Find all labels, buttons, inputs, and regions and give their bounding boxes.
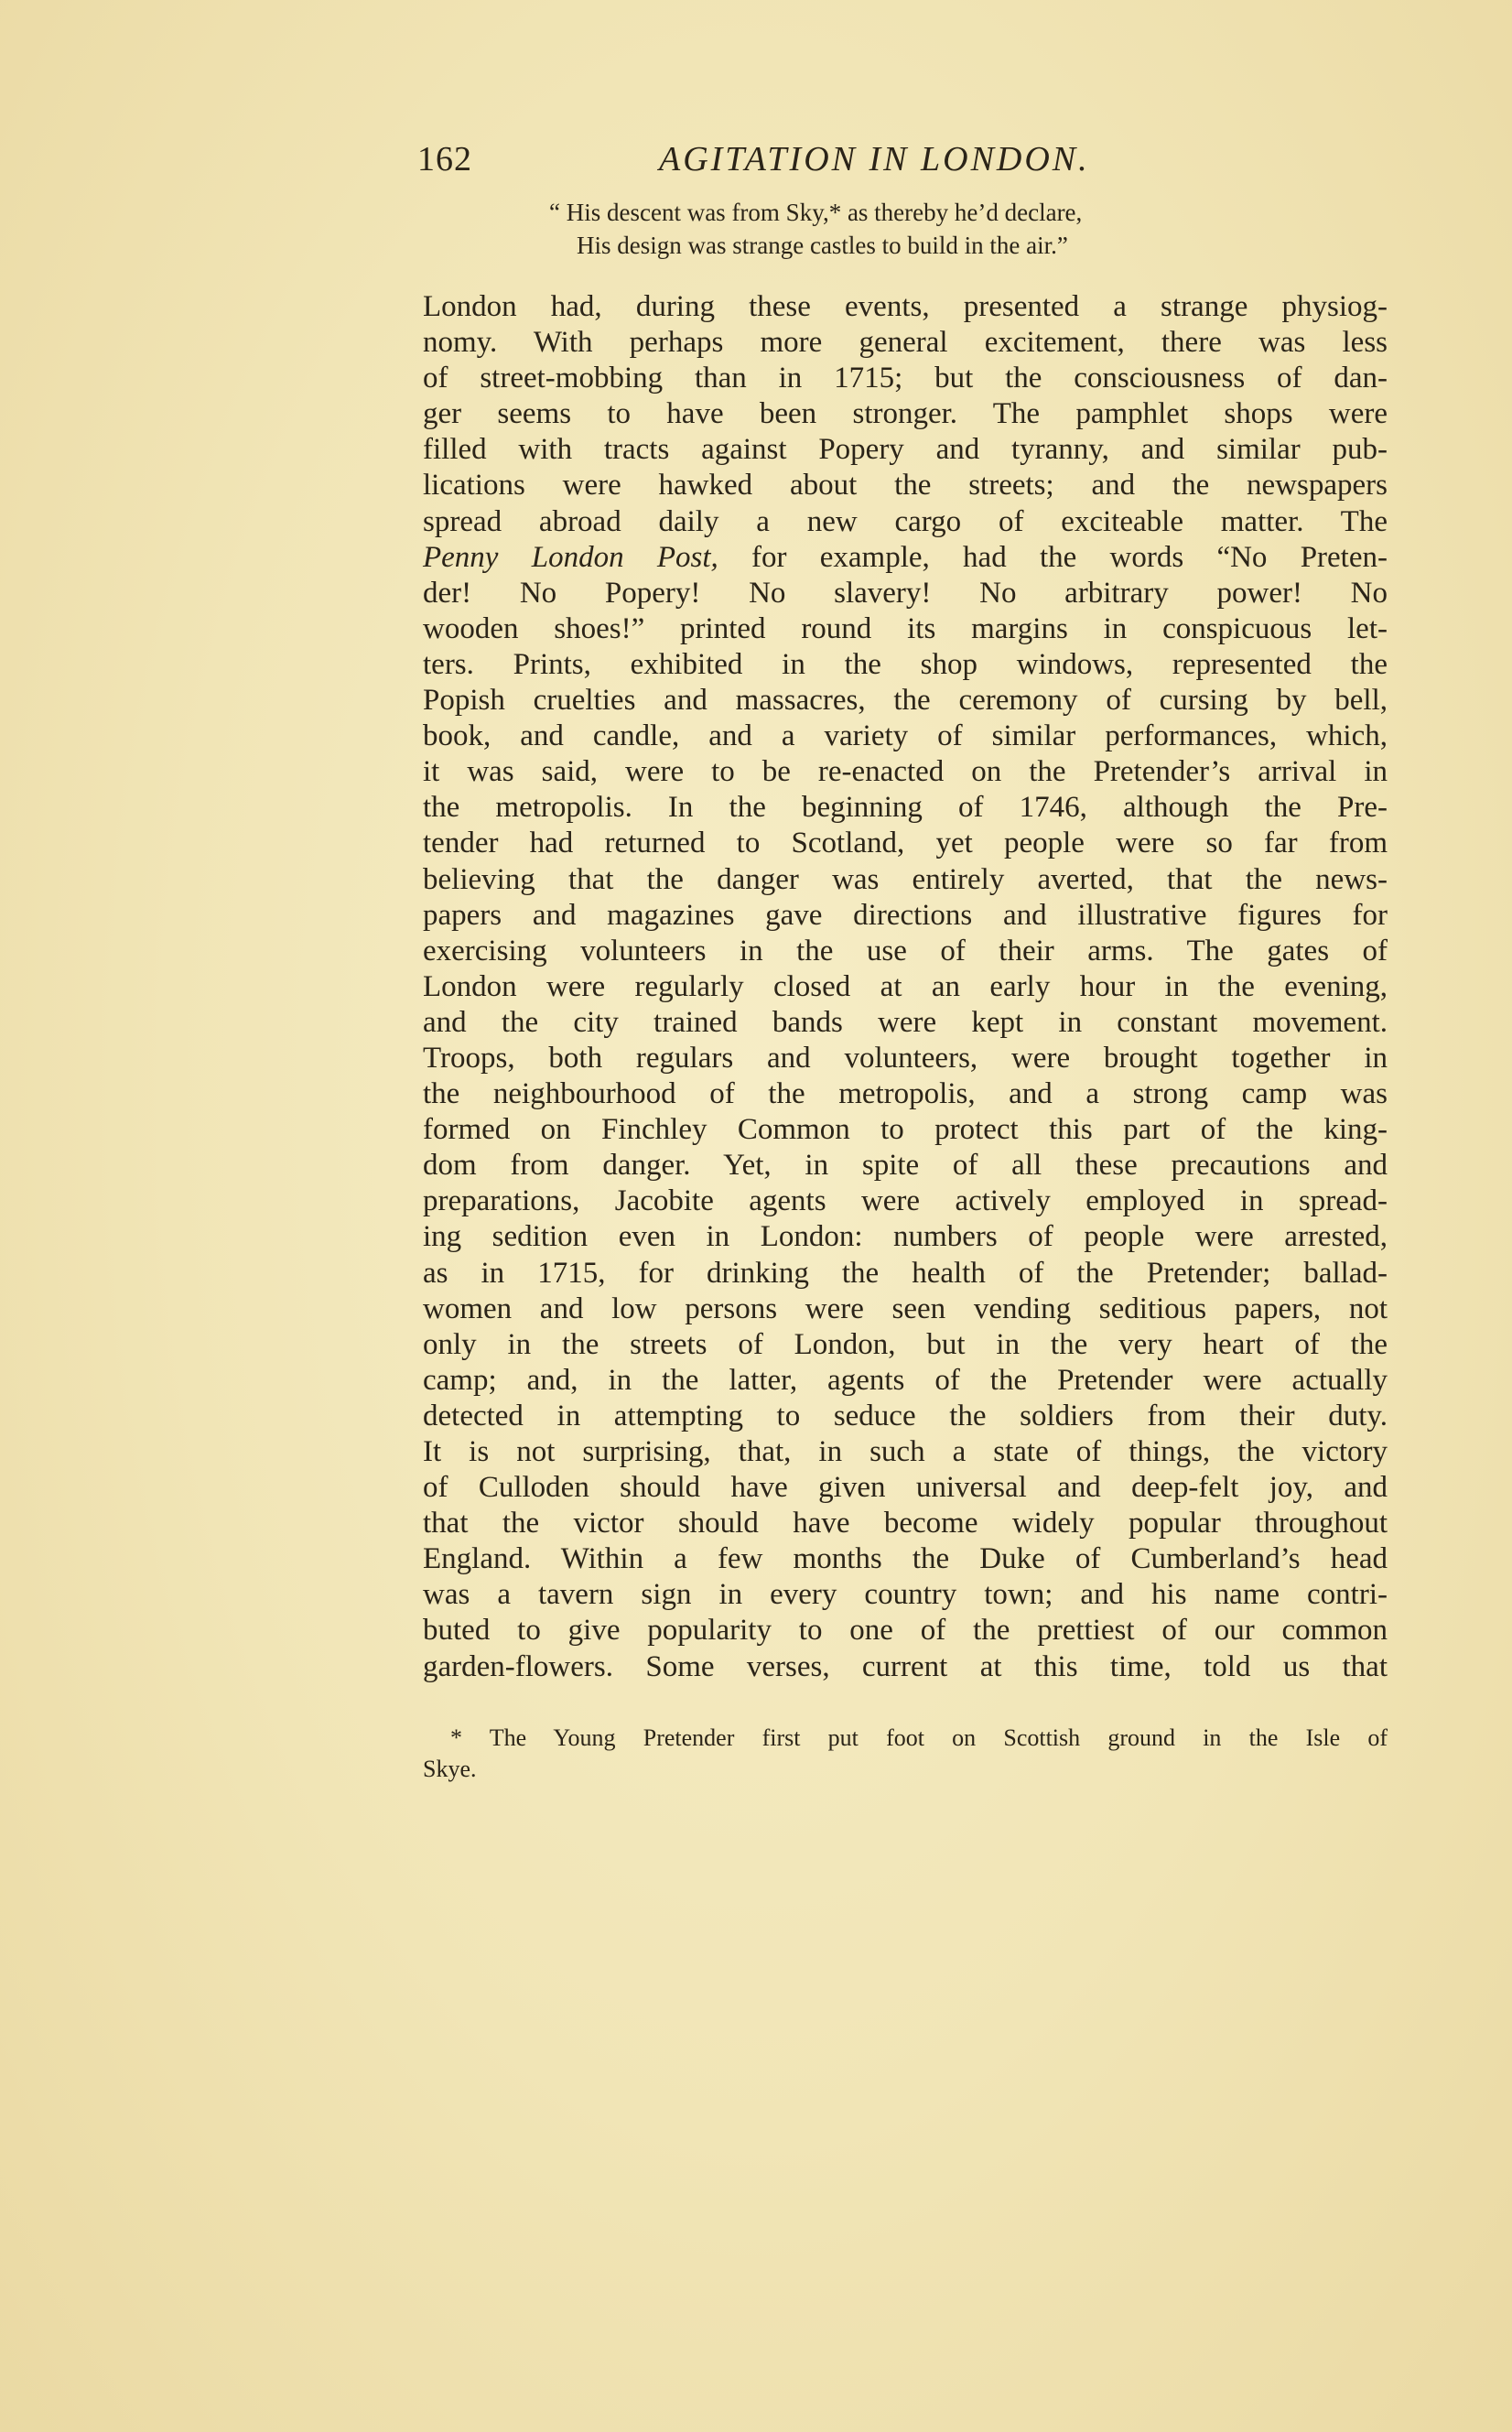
- epigraph-line: His design was strange castles to build in the air.”: [577, 232, 1068, 259]
- text-line: spread abroad daily a new cargo of exciteable matter. The: [423, 504, 1388, 538]
- text-line: London had, during these events, presented a strange physiog-: [423, 290, 1388, 323]
- text-line: ters. Prints, exhibited in the shop windows, represented the: [423, 647, 1388, 681]
- text-line: nomy. With perhaps more general excitement, there was less: [423, 326, 1388, 360]
- newspaper-title: Penny London Post,: [423, 540, 718, 574]
- page-number: 162: [417, 140, 472, 178]
- text-line: book, and candle, and a variety of similar performances, which,: [423, 719, 1388, 753]
- text-line: of street-mobbing than in 1715; but the consciousness of dan-: [423, 362, 1388, 395]
- text-line: the neighbourhood of the metropolis, and a strong camp was: [423, 1077, 1388, 1111]
- text-line: It is not surprising, that, in such a state of things, the victory: [423, 1435, 1388, 1468]
- text-line: Popish cruelties and massacres, the ceremony of cursing by bell,: [423, 684, 1388, 718]
- text-line: dom from danger. Yet, in spite of all these precautions and: [423, 1149, 1388, 1183]
- text-line: women and low persons were seen vending seditious papers, not: [423, 1292, 1388, 1325]
- text-line: England. Within a few months the Duke of Cumberland’s head: [423, 1542, 1388, 1576]
- text-line: wooden shoes!” printed round its margins in conspicuous let-: [423, 611, 1388, 645]
- text-line: of Culloden should have given universal and deep-felt joy, and: [423, 1471, 1388, 1505]
- epigraph-quote: [549, 196, 1373, 262]
- text-line: detected in attempting to seduce the soldiers from their duty.: [423, 1399, 1388, 1432]
- text-line: believing that the danger was entirely averted, that the news-: [423, 862, 1388, 896]
- text-line: it was said, were to be re-enacted on the Pretender’s arrival in: [423, 755, 1388, 789]
- text-line: [423, 540, 1388, 576]
- running-head: AGITATION IN LONDON.: [659, 140, 1090, 178]
- text-line: papers and magazines gave directions and illustrative figures for: [423, 898, 1388, 932]
- body-paragraph: [423, 289, 1388, 1685]
- text-line: garden-flowers. Some verses, current at this time, told us that: [423, 1649, 1388, 1683]
- text-line: tender had returned to Scotland, yet people were so far from: [423, 827, 1388, 860]
- text-line: lications were hawked about the streets; and the newspapers: [423, 469, 1388, 503]
- text-line-rest: for example, had the words “No Preten-: [718, 540, 1388, 574]
- text-line: London were regularly closed at an early hour in the evening,: [423, 969, 1388, 1003]
- text-line: buted to give popularity to one of the prettiest of our common: [423, 1614, 1388, 1648]
- text-line: ing sedition even in London: numbers of people were arrested,: [423, 1220, 1388, 1254]
- page-header: [417, 139, 1388, 185]
- text-line: and the city trained bands were kept in constant movement.: [423, 1005, 1388, 1039]
- text-line: only in the streets of London, but in the very heart of the: [423, 1327, 1388, 1361]
- text-line: formed on Finchley Common to protect this part of the king-: [423, 1113, 1388, 1147]
- footnote: [423, 1723, 1388, 1785]
- text-line: the metropolis. In the beginning of 1746, although the Pre-: [423, 791, 1388, 825]
- text-line: Troops, both regulars and volunteers, were brought together in: [423, 1041, 1388, 1075]
- text-line: preparations, Jacobite agents were actively employed in spread-: [423, 1184, 1388, 1218]
- text-line: as in 1715, for drinking the health of the Pretender; ballad-: [423, 1256, 1388, 1290]
- epigraph-line: “ His descent was from Sky,* as thereby he’d declare,: [549, 199, 1083, 226]
- footnote-line: * The Young Pretender first put foot on Scottish ground in the Isle of: [450, 1724, 1388, 1751]
- footnote-line: Skye.: [423, 1756, 477, 1782]
- text-line: der! No Popery! No slavery! No arbitrary power! No: [423, 576, 1388, 610]
- text-line: filled with tracts against Popery and tyranny, and similar pub-: [423, 433, 1388, 467]
- text-line: camp; and, in the latter, agents of the Pretender were actually: [423, 1363, 1388, 1397]
- text-line: that the victor should have become widely popular throughout: [423, 1507, 1388, 1540]
- text-line: exercising volunteers in the use of their arms. The gates of: [423, 934, 1388, 967]
- text-line: was a tavern sign in every country town; and his name contri-: [423, 1578, 1388, 1612]
- text-line: ger seems to have been stronger. The pamphlet shops were: [423, 397, 1388, 431]
